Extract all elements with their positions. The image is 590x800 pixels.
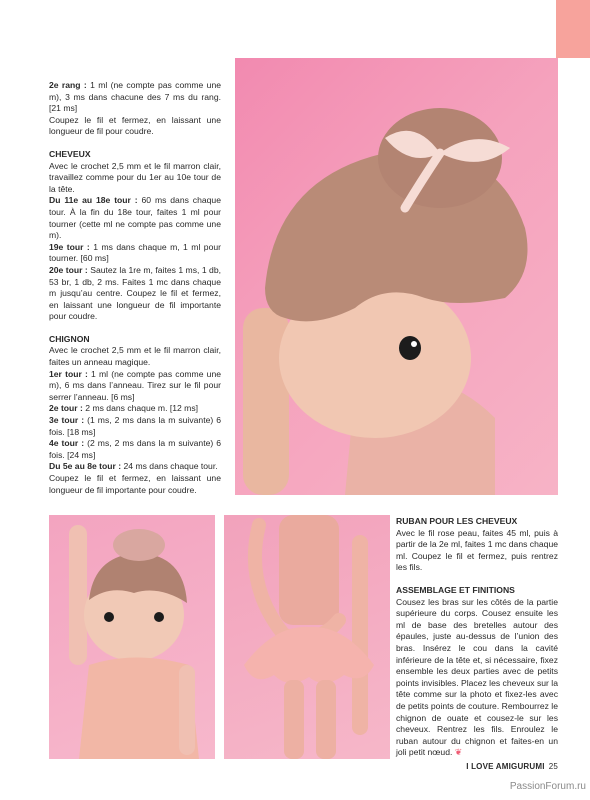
chignon-intro: Avec le crochet 2,5 mm et le fil marron clair, faites un anneau magique. bbox=[49, 345, 221, 368]
chignon-row-4: 4e tour : (2 ms, 2 ms dans la m suivante) 6 fois. [24 ms] bbox=[49, 438, 222, 460]
doll-leg-right bbox=[316, 680, 336, 759]
chignon-row-5-8: Du 5e au 8e tour : 24 ms dans chaque tour. bbox=[49, 461, 218, 472]
chignon-row-1: 1er tour : 1 ml (ne compte pas comme une m), 6 ms dans l’anneau. Tirez sur le fil pour serrer l’anneau. [6 ms] bbox=[49, 368, 222, 402]
chignon-row-2: 2e tour : 2 ms dans chaque m. [12 ms] bbox=[49, 403, 199, 414]
doll-full-illustration bbox=[49, 515, 215, 759]
watermark: PassionForum.ru bbox=[509, 781, 586, 792]
assemblage-text: Cousez les bras sur les côtés de la partie supérieure du corps. Cousez ensuite les ml de base des bretelles autour des épaules, juste au-dessus de l’union des bras. Insérez le cou dans la cavité inférieure de la tête et, si nécessaire, fixez ensemble les deux parties avec de petits points invisibles. Placez les cheveux sur la tête comme sur la photo et fixez-les avec de petits points de couture. Rembourrez le chignon de ouate et cousez-le sur les cheveux. Rentrez les fils. Enroulez le ruban autour du chignon et faites-en un joli petit nœud. ❦ bbox=[396, 596, 558, 758]
doll-head-illustration bbox=[235, 58, 558, 495]
heading-cheveux: CHEVEUX bbox=[49, 148, 91, 159]
chignon-outro: Coupez le fil et fermez, en laissant une longueur de fil importante pour coudre. bbox=[49, 473, 221, 495]
eye-highlight bbox=[411, 341, 417, 347]
heading-chignon: CHIGNON bbox=[49, 333, 90, 344]
photo-doll-tutu bbox=[224, 515, 390, 759]
ruban-text: Avec le fil rose peau, faites 45 ml, puis à partir de la 2e ml, faites 1 mc dans chaque ml. Coupez le fil et fermez, puis rentrez les fils. bbox=[396, 527, 558, 573]
doll-leg-left bbox=[284, 680, 304, 759]
doll-tutu-illustration bbox=[224, 515, 390, 759]
page-number: 25 bbox=[548, 762, 558, 771]
photo-doll-full bbox=[49, 515, 215, 759]
magazine-title: I LOVE AMIGURUMI bbox=[466, 762, 545, 771]
heading-assemblage: ASSEMBLAGE ET FINITIONS bbox=[396, 584, 515, 595]
heading-ruban: RUBAN POUR LES CHEVEUX bbox=[396, 516, 518, 526]
cheveux-intro: Avec le crochet 2,5 mm et le fil marron clair, travaillez comme pour du 1er au 10e tour de la tête. bbox=[49, 160, 221, 194]
page-footer bbox=[466, 762, 558, 771]
paragraph-cut: Coupez le fil et fermez, en laissant une longueur de fil pour coudre. bbox=[49, 114, 221, 137]
doll-eye-right bbox=[154, 612, 164, 622]
corner-tab bbox=[556, 0, 590, 58]
doll-arm bbox=[179, 665, 195, 755]
doll-bun-bow bbox=[113, 529, 165, 561]
doll-arm bbox=[243, 308, 289, 495]
doll-eye bbox=[399, 336, 421, 360]
cheveux-row-19: 19e tour : 1 ms dans chaque m, 1 ml pour tourner. [60 ms] bbox=[49, 241, 221, 264]
paragraph-rang2: 2e rang : 1 ml (ne compte pas comme une m), 3 ms dans chacune des 7 ms du rang. [21 ms] bbox=[49, 80, 222, 114]
chignon-row-3: 3e tour : (1 ms, 2 ms dans la m suivante) 6 fois. [18 ms] bbox=[49, 415, 222, 437]
right-column bbox=[396, 516, 558, 759]
cheveux-row-11-18: Du 11e au 18e tour : 60 ms dans chaque tour. À la fin du 18e tour, faites 1 ml pour tourner (cette ml ne compte pas comme une m). bbox=[49, 195, 221, 241]
photo-doll-head bbox=[235, 58, 558, 495]
doll-arm-right bbox=[352, 535, 368, 735]
doll-raised-arm bbox=[69, 525, 87, 665]
heart-icon: ❦ bbox=[454, 747, 463, 758]
left-column bbox=[49, 80, 221, 496]
doll-torso bbox=[279, 515, 339, 625]
cheveux-row-20: 20e tour : Sautez la 1re m, faites 1 ms, 1 db, 53 br, 1 db, 2 ms. Faites 1 mc dans chaque m jusqu’au centre. Coupez le fil et fermez, en laissant une longueur de fil importante pour coudre. bbox=[49, 264, 221, 322]
doll-eye-left bbox=[104, 612, 114, 622]
